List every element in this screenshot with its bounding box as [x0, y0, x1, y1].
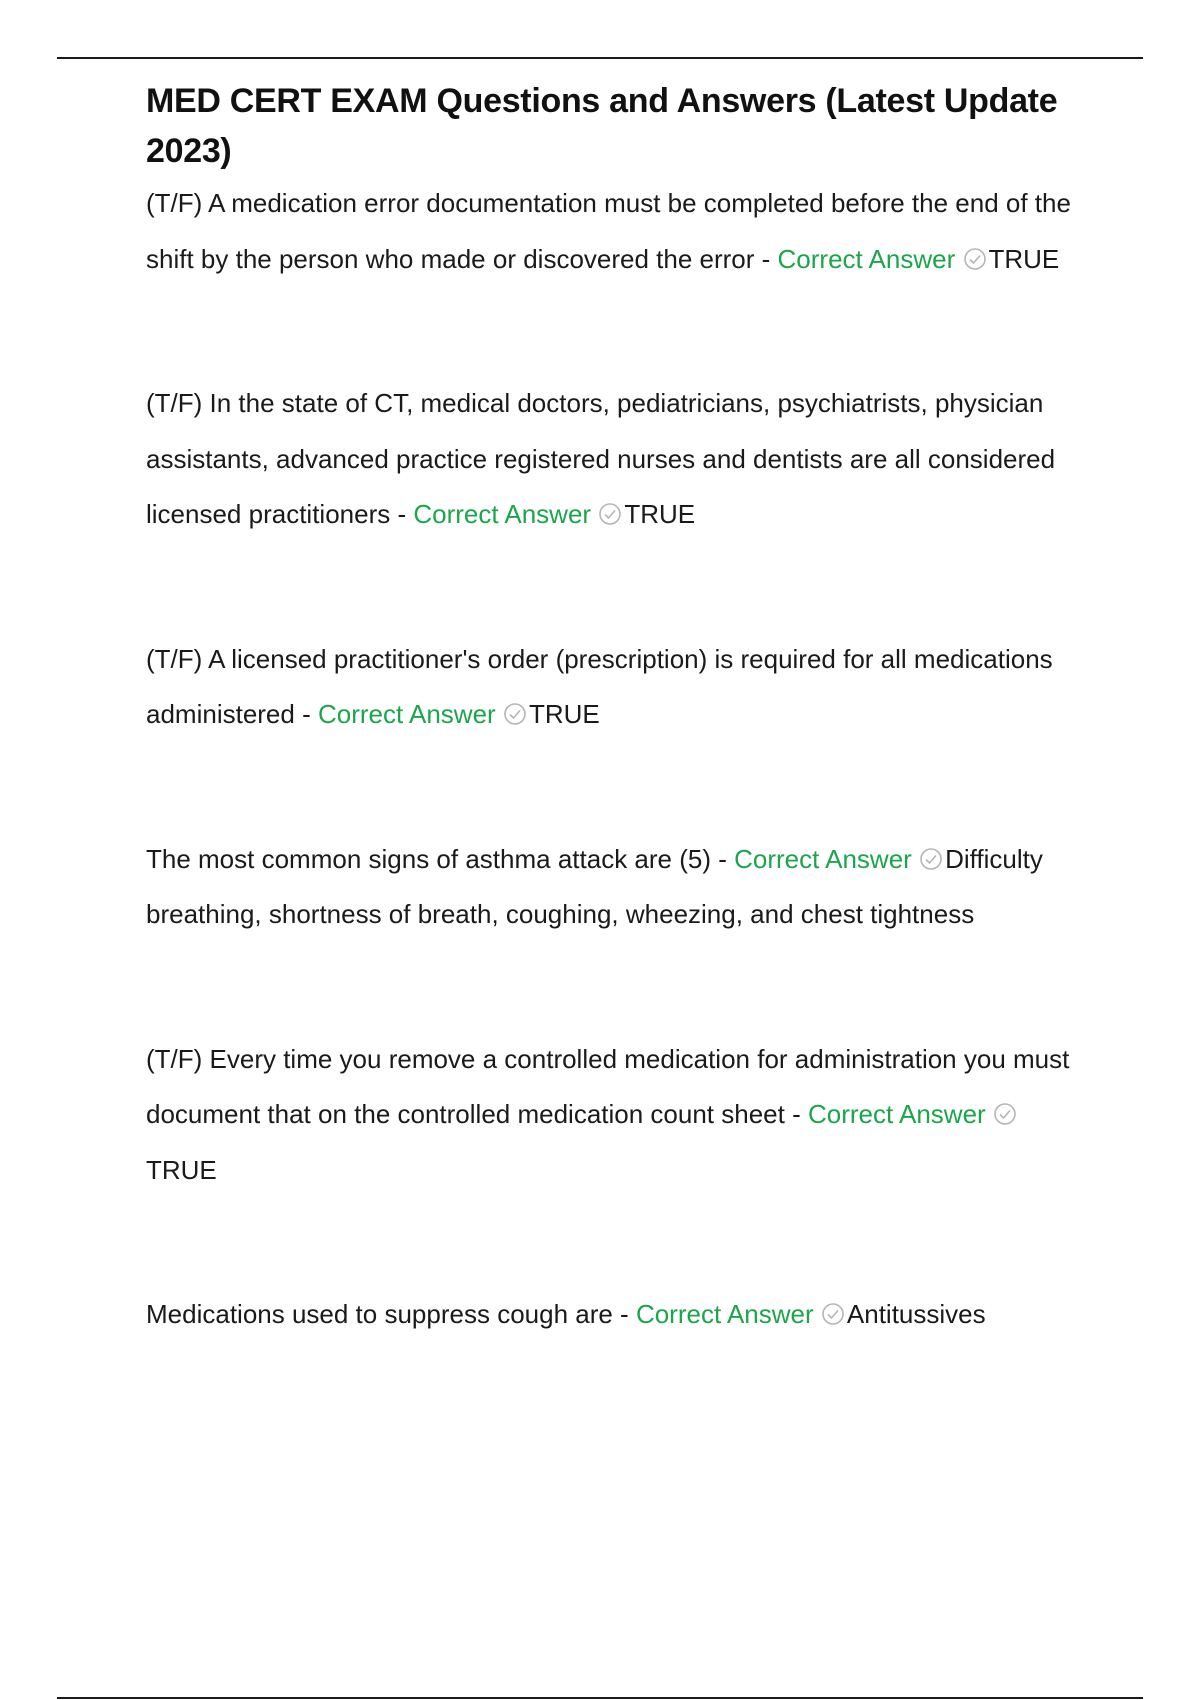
question-text: (T/F) In the state of CT, medical doctors, pediatricians, psychiatrists, physician assistants, advanced practice registered nurses and dentists are all considered licensed practitioners -	[146, 388, 1056, 529]
check-circle-icon	[503, 702, 527, 726]
question-text: (T/F) A medication error documentation must be completed before the end of the shift by the person who made or discovered the error -	[146, 188, 1071, 274]
correct-answer-label: Correct Answer	[317, 699, 496, 729]
check-circle-icon	[993, 1102, 1017, 1126]
answer-text: Difficulty breathing, shortness of breath, coughing, wheezing, and chest tightness	[146, 843, 1043, 929]
answer-text: TRUE	[624, 499, 696, 529]
check-circle-icon	[598, 502, 622, 526]
correct-answer-label: Correct Answer	[635, 1299, 814, 1329]
document-body	[146, 76, 1086, 1343]
correct-answer-label: Correct Answer	[734, 843, 912, 874]
correct-answer-label: Correct Answer	[413, 499, 592, 529]
qa-item-6	[146, 1287, 1086, 1343]
answer-text: Antitussives	[846, 1299, 986, 1329]
answer-text: TRUE	[988, 243, 1060, 274]
qa-item-4	[146, 832, 1086, 943]
check-circle-icon	[919, 847, 943, 871]
correct-answer-label: Correct Answer	[807, 1099, 986, 1129]
question-text: Medications used to suppress cough are -	[146, 1299, 636, 1329]
check-circle-icon	[821, 1302, 845, 1326]
check-circle-icon	[963, 247, 987, 271]
answer-text: TRUE	[146, 1154, 217, 1185]
qa-item-5	[146, 1032, 1086, 1199]
qa-item-1	[146, 176, 1086, 287]
bottom-rule	[57, 1697, 1143, 1699]
answer-text: TRUE	[528, 699, 600, 729]
qa-item-3	[146, 632, 1086, 743]
qa-item-2	[146, 376, 1086, 543]
top-rule	[57, 57, 1143, 59]
document-title: MED CERT EXAM Questions and Answers (Latest Update 2023)	[146, 82, 1058, 170]
question-text: (T/F) A licensed practitioner's order (prescription) is required for all medications administered -	[146, 643, 1053, 729]
correct-answer-label: Correct Answer	[777, 243, 956, 274]
question-text: The most common signs of asthma attack are (5) -	[146, 843, 735, 874]
question-text: (T/F) Every time you remove a controlled medication for administration you must document that on the controlled medication count sheet -	[146, 1043, 1070, 1129]
